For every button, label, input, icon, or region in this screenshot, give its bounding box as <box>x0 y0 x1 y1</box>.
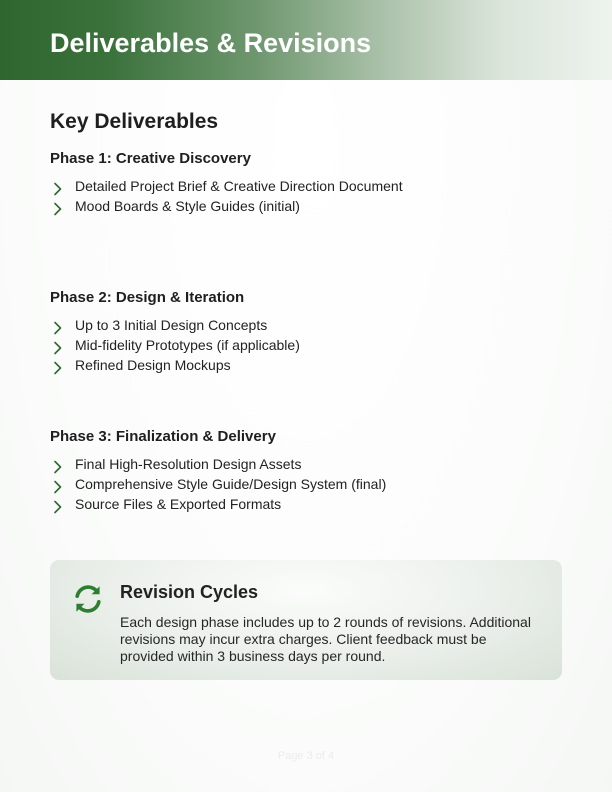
list-item <box>50 198 562 218</box>
section-title: Key Deliverables <box>50 110 219 133</box>
phase-3 <box>50 428 562 516</box>
chevron-right-icon <box>53 202 63 216</box>
chevron-right-icon <box>53 480 63 494</box>
list-item-label: Source Files & Exported Formats <box>75 496 282 512</box>
phase-items <box>50 317 562 377</box>
phase-2 <box>50 289 562 377</box>
revision-title: Revision Cycles <box>120 582 259 602</box>
page-number: Page 3 of 4 <box>277 750 335 762</box>
list-item-label: Final High-Resolution Design Assets <box>75 456 302 472</box>
list-item <box>50 357 562 377</box>
chevron-right-icon <box>53 341 63 355</box>
revision-callout <box>50 560 562 680</box>
list-item-label: Up to 3 Initial Design Concepts <box>75 317 268 333</box>
chevron-right-icon <box>53 321 63 335</box>
list-item-label: Mid-fidelity Prototypes (if applicable) <box>75 337 300 353</box>
page-title: Deliverables & Revisions <box>50 28 372 58</box>
phase-title: Phase 3: Finalization & Delivery <box>50 428 276 445</box>
page-header <box>0 0 612 80</box>
chevron-right-icon <box>53 500 63 514</box>
list-item <box>50 317 562 337</box>
phase-title: Phase 1: Creative Discovery <box>50 150 251 167</box>
chevron-right-icon <box>53 182 63 196</box>
list-item <box>50 337 562 357</box>
list-item-label: Detailed Project Brief & Creative Direction Document <box>75 178 403 194</box>
list-item-label: Comprehensive Style Guide/Design System (final) <box>75 476 387 492</box>
list-item <box>50 476 562 496</box>
revision-description: Each design phase includes up to 2 rounds of revisions. Additional revisions may incur extra charges. Client feedback must be provided within 3 business days per round. <box>120 614 531 664</box>
list-item-label: Mood Boards & Style Guides (initial) <box>75 198 300 214</box>
phase-title: Phase 2: Design & Iteration <box>50 289 245 306</box>
chevron-right-icon <box>53 361 63 375</box>
chevron-right-icon <box>53 460 63 474</box>
phase-items <box>50 456 562 516</box>
list-item <box>50 456 562 476</box>
list-item <box>50 496 562 516</box>
phase-items <box>50 178 562 218</box>
list-item <box>50 178 562 198</box>
refresh-icon <box>71 582 105 616</box>
list-item-label: Refined Design Mockups <box>75 357 231 373</box>
phase-1 <box>50 150 562 218</box>
